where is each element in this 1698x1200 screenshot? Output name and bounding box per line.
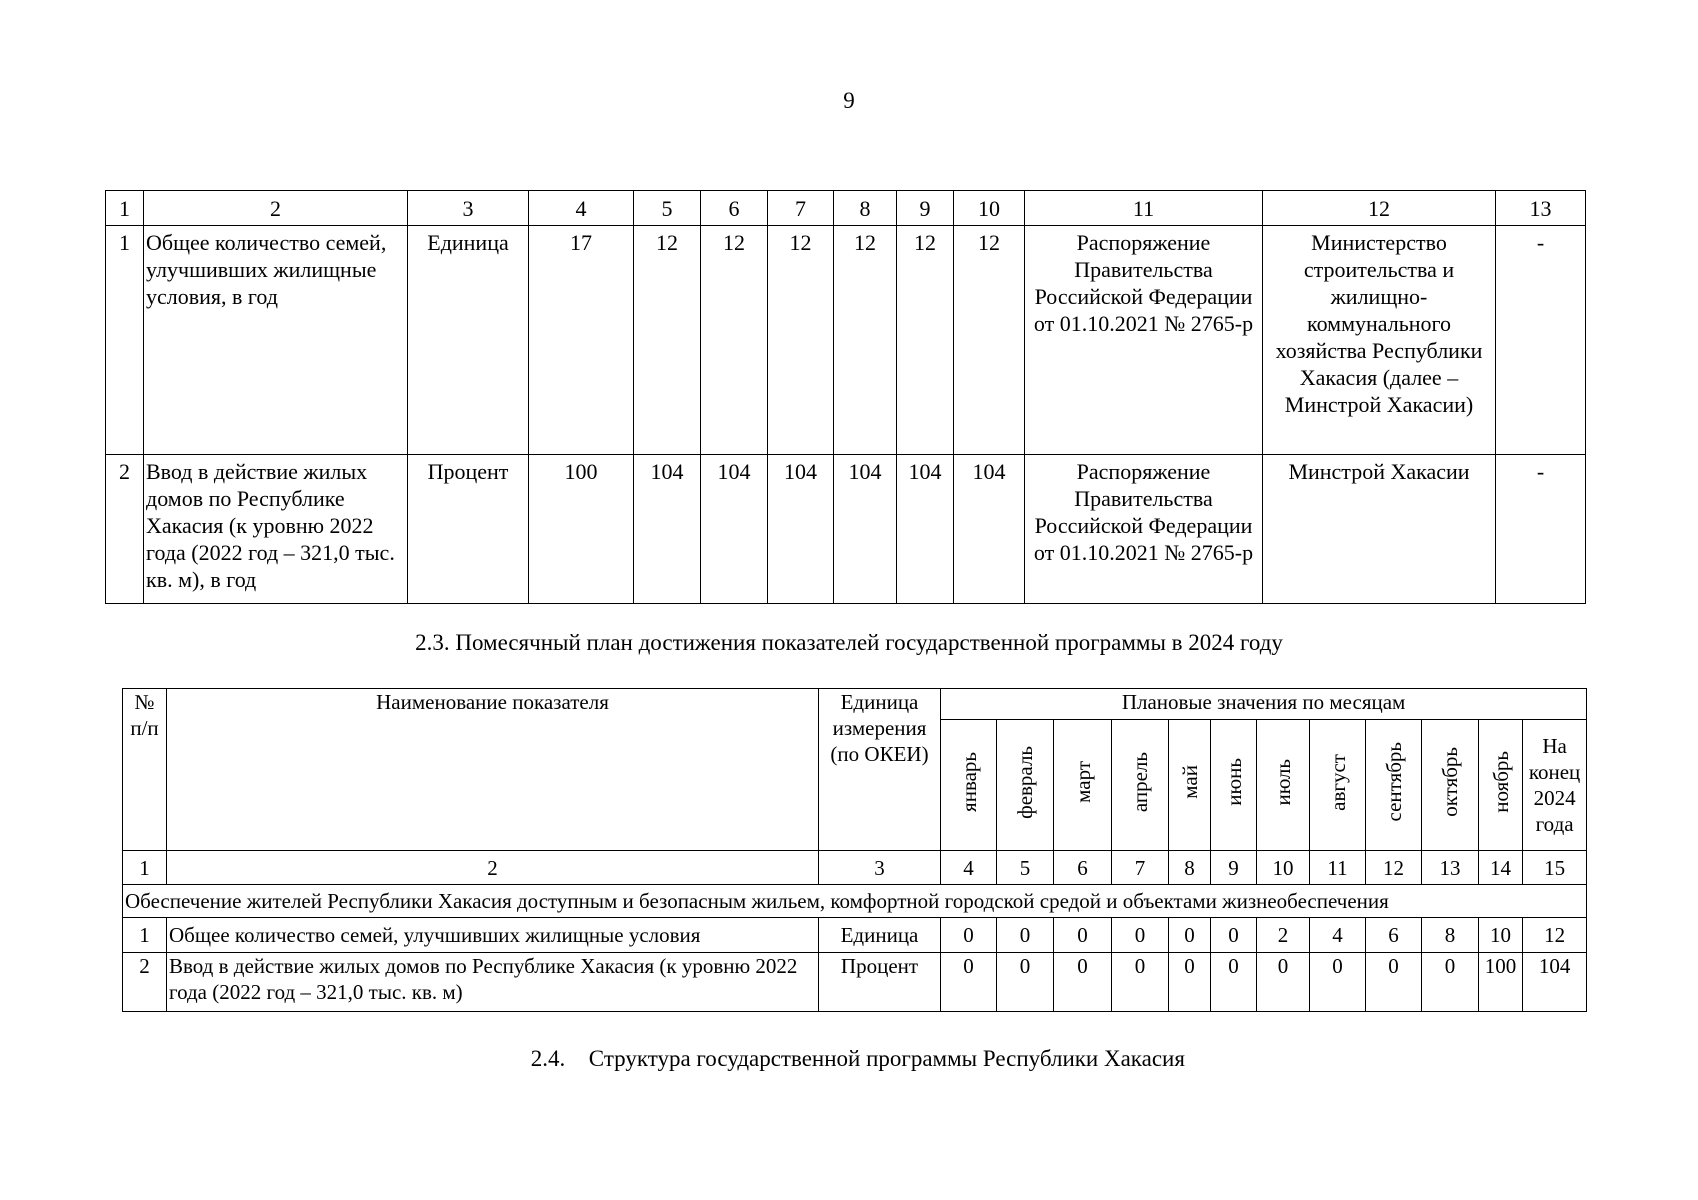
section-title: Структура государственной программы Республики Хакасия xyxy=(588,1046,1185,1071)
row-number: 2 xyxy=(106,455,144,604)
month-label: апрель xyxy=(1128,751,1152,813)
value-cell: 104 xyxy=(1523,953,1587,1012)
column-number: 9 xyxy=(897,191,954,226)
indicator-name: Общее количество семей, улучшивших жилищные условия xyxy=(167,918,819,953)
value-cell: 0 xyxy=(1112,953,1169,1012)
value-cell: 12 xyxy=(954,226,1025,455)
value-cell: 10 xyxy=(1479,918,1523,953)
indicator-name: Общее количество семей, улучшивших жилищные условия, в год xyxy=(144,226,408,455)
row-number: 1 xyxy=(123,918,167,953)
value-cell: 0 xyxy=(1112,918,1169,953)
value-cell: 0 xyxy=(941,918,997,953)
value-cell: 12 xyxy=(768,226,834,455)
column-number: 12 xyxy=(1263,191,1496,226)
indicators-table xyxy=(105,190,1586,604)
column-number: 5 xyxy=(997,851,1054,885)
document-cell: Распоряжение Правительства Российской Федерации от 01.10.2021 № 2765-р xyxy=(1025,455,1263,604)
month-header xyxy=(1257,720,1310,851)
value-cell: 100 xyxy=(529,455,634,604)
value-cell: 0 xyxy=(1054,953,1112,1012)
month-header xyxy=(1169,720,1211,851)
value-cell: 12 xyxy=(634,226,701,455)
value-cell: 0 xyxy=(1211,918,1257,953)
section-title: Обеспечение жителей Республики Хакасия доступным и безопасным жильем, комфортной городской средой и объектами жизнеобеспечения xyxy=(123,885,1587,918)
month-header xyxy=(1112,720,1169,851)
header-row xyxy=(123,689,1587,720)
column-number: 13 xyxy=(1422,851,1479,885)
column-number: 10 xyxy=(954,191,1025,226)
value-cell: 104 xyxy=(701,455,768,604)
month-header xyxy=(1479,720,1523,851)
page-number: 9 xyxy=(843,88,855,113)
month-header xyxy=(1054,720,1112,851)
column-number: 14 xyxy=(1479,851,1523,885)
column-number: 10 xyxy=(1257,851,1310,885)
value-cell: 0 xyxy=(997,918,1054,953)
value-cell: 17 xyxy=(529,226,634,455)
month-label: сентябрь xyxy=(1381,742,1406,822)
month-header xyxy=(1310,720,1366,851)
column-number: 2 xyxy=(167,851,819,885)
value-cell: 8 xyxy=(1422,918,1479,953)
value-cell: 0 xyxy=(941,953,997,1012)
section-number: 2.4. xyxy=(530,1046,566,1071)
value-cell: 0 xyxy=(997,953,1054,1012)
unit-cell: Процент xyxy=(819,953,941,1012)
value-cell: 4 xyxy=(1310,918,1366,953)
column-number: 1 xyxy=(123,851,167,885)
value-cell: 104 xyxy=(768,455,834,604)
header-unit: Единица измерения (по ОКЕИ) xyxy=(819,689,941,851)
value-cell: 0 xyxy=(1169,953,1211,1012)
month-label: октябрь xyxy=(1438,747,1462,817)
column-number: 12 xyxy=(1366,851,1422,885)
column-number: 1 xyxy=(106,191,144,226)
column-number: 3 xyxy=(819,851,941,885)
month-label: июнь xyxy=(1221,758,1246,806)
unit-cell: Процент xyxy=(408,455,529,604)
responsible-cell: Минстрой Хакасии xyxy=(1263,455,1496,604)
value-cell: 0 xyxy=(1169,918,1211,953)
column-number: 11 xyxy=(1025,191,1263,226)
monthly-plan-table xyxy=(122,688,1587,1012)
column-number: 11 xyxy=(1310,851,1366,885)
column-number: 6 xyxy=(701,191,768,226)
section-heading-2-4 xyxy=(0,1046,1698,1072)
month-label: август xyxy=(1325,753,1350,811)
column-number: 7 xyxy=(768,191,834,226)
header-num: № п/п xyxy=(123,689,167,851)
table-row xyxy=(106,226,1586,455)
column-number: 4 xyxy=(529,191,634,226)
value-cell: 104 xyxy=(634,455,701,604)
indicator-name: Ввод в действие жилых домов по Республике Хакасия (к уровню 2022 года (2022 год – 321,0 тыс. кв. м) xyxy=(167,953,819,1012)
column-number: 9 xyxy=(1211,851,1257,885)
value-cell: 12 xyxy=(701,226,768,455)
responsible-cell: Министерство строительства и жилищно-коммунального хозяйства Республики Хакасия (далее – Минстрой Хакасии) xyxy=(1263,226,1496,455)
unit-cell: Единица xyxy=(408,226,529,455)
column-number: 6 xyxy=(1054,851,1112,885)
table-row xyxy=(123,918,1587,953)
value-cell: 100 xyxy=(1479,953,1523,1012)
row-number: 1 xyxy=(106,226,144,455)
value-cell: 104 xyxy=(834,455,897,604)
column-number: 3 xyxy=(408,191,529,226)
column-number-row xyxy=(123,851,1587,885)
column-number-row xyxy=(106,191,1586,226)
column-number: 8 xyxy=(834,191,897,226)
value-cell: 0 xyxy=(1366,953,1422,1012)
note-cell: - xyxy=(1496,226,1586,455)
month-header xyxy=(997,720,1054,851)
column-number: 2 xyxy=(144,191,408,226)
end-of-year-header: На конец 2024 года xyxy=(1523,720,1587,851)
month-label: июль xyxy=(1271,758,1295,806)
column-number: 15 xyxy=(1523,851,1587,885)
value-cell: 6 xyxy=(1366,918,1422,953)
value-cell: 0 xyxy=(1422,953,1479,1012)
value-cell: 104 xyxy=(897,455,954,604)
month-label: январь xyxy=(956,752,981,812)
month-header xyxy=(941,720,997,851)
value-cell: 0 xyxy=(1310,953,1366,1012)
section-heading-2-3: 2.3. Помесячный план достижения показателей государственной программы в 2024 году xyxy=(415,630,1283,655)
month-label: ноябрь xyxy=(1488,751,1513,813)
value-cell: 2 xyxy=(1257,918,1310,953)
column-number: 5 xyxy=(634,191,701,226)
column-number: 13 xyxy=(1496,191,1586,226)
column-number: 8 xyxy=(1169,851,1211,885)
value-cell: 104 xyxy=(954,455,1025,604)
month-header xyxy=(1211,720,1257,851)
value-cell: 12 xyxy=(834,226,897,455)
section-row xyxy=(123,885,1587,918)
value-cell: 0 xyxy=(1211,953,1257,1012)
table-row xyxy=(106,455,1586,604)
value-cell: 12 xyxy=(1523,918,1587,953)
month-label: май xyxy=(1177,765,1202,799)
month-header xyxy=(1422,720,1479,851)
unit-cell: Единица xyxy=(819,918,941,953)
month-label: март xyxy=(1070,761,1095,803)
month-label: февраль xyxy=(1013,745,1037,819)
row-number: 2 xyxy=(123,953,167,1012)
note-cell: - xyxy=(1496,455,1586,604)
header-name: Наименование показателя xyxy=(167,689,819,851)
header-plan: Плановые значения по месяцам xyxy=(941,689,1587,720)
value-cell: 12 xyxy=(897,226,954,455)
value-cell: 0 xyxy=(1054,918,1112,953)
column-number: 4 xyxy=(941,851,997,885)
month-header xyxy=(1366,720,1422,851)
document-cell: Распоряжение Правительства Российской Федерации от 01.10.2021 № 2765-р xyxy=(1025,226,1263,455)
table-row xyxy=(123,953,1587,1012)
column-number: 7 xyxy=(1112,851,1169,885)
indicator-name: Ввод в действие жилых домов по Республике Хакасия (к уровню 2022 года (2022 год – 321,0 тыс. кв. м), в год xyxy=(144,455,408,604)
value-cell: 0 xyxy=(1257,953,1310,1012)
